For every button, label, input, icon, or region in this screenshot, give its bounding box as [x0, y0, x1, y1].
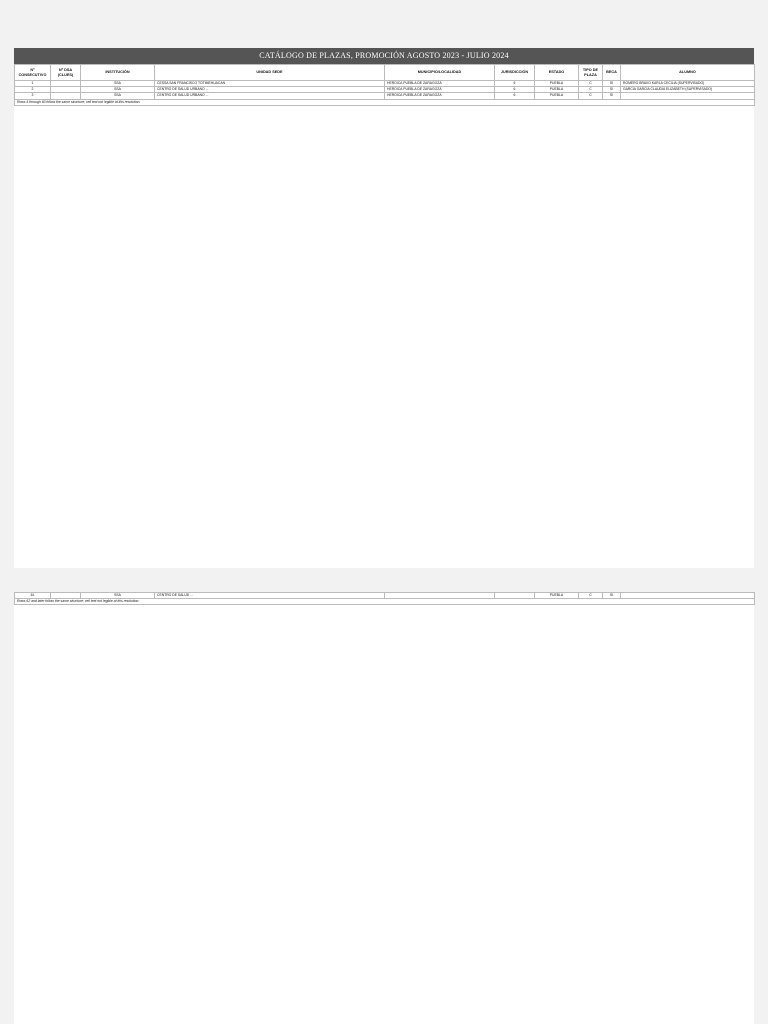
table-cell: 6	[495, 87, 535, 93]
table-cell: C	[579, 93, 603, 99]
continuation-note-row	[15, 99, 755, 105]
col-header: UNIDAD SEDE	[155, 65, 385, 81]
table-cell: 6	[495, 93, 535, 99]
continuation-note: Rows 4 through 60 follow the same structure; cell text not legible at this resolution.	[15, 99, 755, 105]
table-cell: HEROICA PUEBLA DE ZARAGOZA	[385, 81, 495, 87]
table-cell: C	[579, 81, 603, 87]
table-cell: ROMERO BRAVO KARLA CECILIA (SUPERVISADO)	[621, 81, 755, 87]
continuation-note-row	[15, 599, 755, 605]
table-cell: SSA	[81, 87, 155, 93]
table-cell: GARCIA GARCIA CLAUDIA ELIZABETH (SUPERVISADO)	[621, 87, 755, 93]
col-header: INSTITUCIÓN	[81, 65, 155, 81]
table-cell: SI	[603, 87, 621, 93]
table-cell: SI	[603, 93, 621, 99]
col-header: Nº DSA (CLUES)	[51, 65, 81, 81]
table-cell: SI	[603, 81, 621, 87]
table-cell: 3	[15, 93, 51, 99]
table-cell: PUEBLA	[535, 81, 579, 87]
col-header: BECA	[603, 65, 621, 81]
col-header: TIPO DE PLAZA	[579, 65, 603, 81]
plazas-table-page-1	[14, 64, 755, 106]
table-cell: CENTRO DE SALUD ...	[155, 593, 385, 599]
table-cell: SI	[603, 593, 621, 599]
plazas-table-page-2	[14, 592, 755, 605]
col-header: MUNICIPIO/LOCALIDAD	[385, 65, 495, 81]
table-cell: PUEBLA	[535, 93, 579, 99]
document-page-2	[14, 592, 754, 1024]
col-header: ESTADO	[535, 65, 579, 81]
table-cell: HEROICA PUEBLA DE ZARAGOZA	[385, 87, 495, 93]
col-header: Nº CONSECUTIVO	[15, 65, 51, 81]
document-page-1	[14, 48, 754, 568]
table-cell: CENTRO DE SALUD URBANO ...	[155, 87, 385, 93]
table-cell: 1	[15, 81, 51, 87]
table-cell: CESSA SAN FRANCISCO TOTIMEHUACAN	[155, 81, 385, 87]
table-cell: HEROICA PUEBLA DE ZARAGOZA	[385, 93, 495, 99]
table-cell: SSA	[81, 93, 155, 99]
table-cell: PUEBLA	[535, 593, 579, 599]
table-cell: C	[579, 87, 603, 93]
col-header: ALUMNO	[621, 65, 755, 81]
table-cell: SSA	[81, 593, 155, 599]
col-header: JURISDICCIÓN	[495, 65, 535, 81]
table-cell: CENTRO DE SALUD URBANO ...	[155, 93, 385, 99]
table-cell: C	[579, 593, 603, 599]
table-cell: SSA	[81, 81, 155, 87]
table-cell: 61	[15, 593, 51, 599]
table-cell: 2	[15, 87, 51, 93]
table-header-row	[15, 65, 755, 81]
table-cell: PUEBLA	[535, 87, 579, 93]
catalog-title: CATÁLOGO DE PLAZAS, PROMOCIÓN AGOSTO 2023 - JULIO 2024	[14, 48, 754, 64]
table-cell: 6	[495, 81, 535, 87]
continuation-note: Rows 62 and later follow the same structure; cell text not legible at this resolution.	[15, 599, 755, 605]
